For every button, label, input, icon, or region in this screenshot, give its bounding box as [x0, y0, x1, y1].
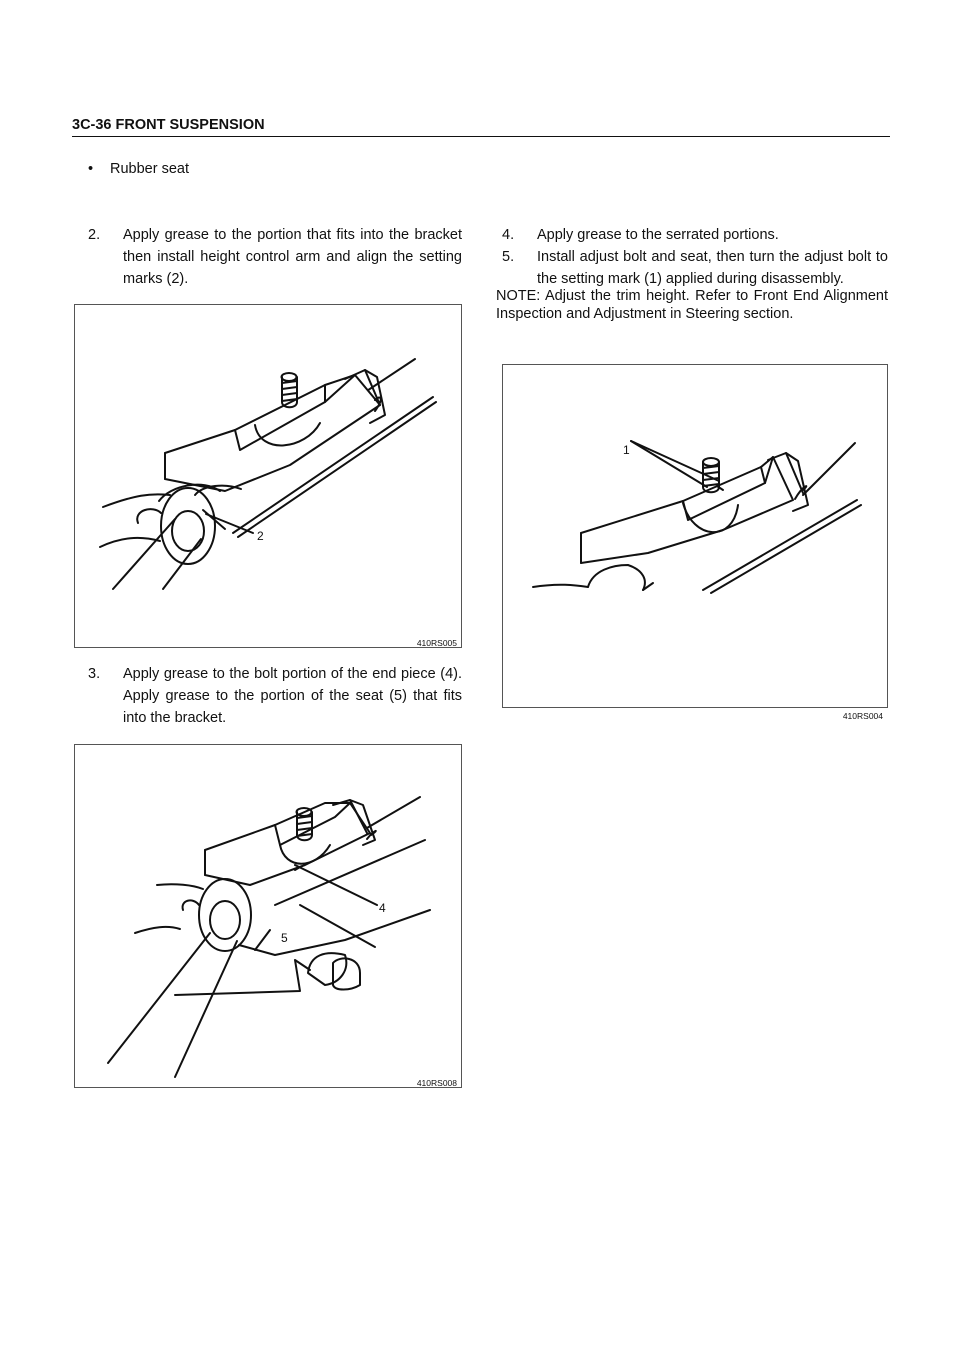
figure-adjust-bolt [502, 364, 888, 721]
step-number: 5. [502, 249, 515, 265]
figure-end-piece-and-seat [74, 744, 462, 1088]
step-3 [88, 663, 462, 729]
bullet-text: Rubber seat [110, 161, 189, 177]
step-text: Install adjust bolt and seat, then turn the adjust bolt to the setting mark (1) applied during disassembly. [537, 249, 888, 287]
note-paragraph: NOTE: Adjust the trim height. Refer to Front End Alignment Inspection and Adjustment in Steering section. [496, 288, 888, 322]
page-header [72, 116, 890, 137]
figure-code: 410RS008 [416, 1078, 457, 1088]
step-number: 2. [88, 227, 101, 243]
callout-label: 4 [379, 901, 386, 915]
callout-label: 5 [281, 931, 288, 945]
bullet-item [88, 161, 189, 177]
illustration-adjust-bolt-mark [503, 365, 887, 707]
step-4 [502, 224, 888, 246]
step-number: 3. [88, 666, 101, 682]
callout-label: 2 [257, 529, 264, 543]
figure-height-control-arm [74, 304, 462, 648]
step-2 [88, 224, 462, 290]
page-title: 3C-36 FRONT SUSPENSION [72, 117, 265, 133]
illustration-end-piece-seat [75, 745, 461, 1087]
bullet-glyph: • [88, 161, 94, 177]
figure-code: 410RS005 [416, 638, 457, 648]
figure-code: 410RS004 [842, 711, 883, 721]
callout-label: 1 [623, 443, 630, 457]
step-text: Apply grease to the bolt portion of the end piece (4). Apply grease to the portion of the seat (5) that fits into the bracket. [123, 666, 462, 726]
step-number: 4. [502, 227, 515, 243]
step-5 [502, 246, 888, 290]
illustration-arm-setting-marks [75, 305, 461, 647]
step-text: Apply grease to the portion that fits into the bracket then install height control arm and align the setting marks (2). [123, 227, 462, 287]
step-text: Apply grease to the serrated portions. [537, 227, 779, 243]
